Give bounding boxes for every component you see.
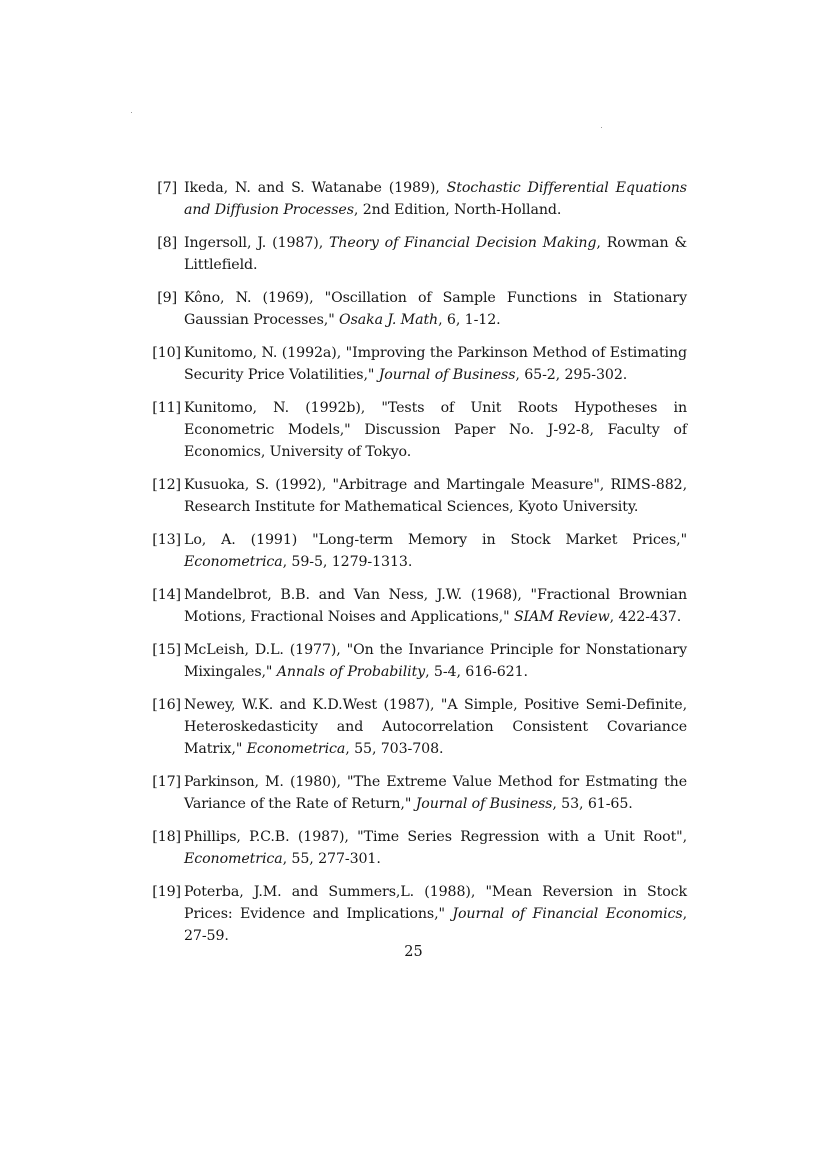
scan-speck <box>601 127 602 128</box>
reference-number: [12] <box>152 477 181 493</box>
reference-details: , 53, 61-65. <box>552 796 633 812</box>
reference-number: [9] <box>157 290 177 306</box>
reference-details: , 2nd Edition, North-Holland. <box>353 202 562 218</box>
scan-speck <box>131 112 132 113</box>
reference-item <box>147 694 687 760</box>
reference-number: [14] <box>152 587 181 603</box>
reference-number: [18] <box>152 829 181 845</box>
reference-text: Newey, W.K. and K.D.West (1987), "A Simple, Positive Semi-Definite, Heteroskedasticity and Autocorrelation Consistent Covariance Matrix," <box>184 697 687 757</box>
reference-item <box>147 881 687 947</box>
reference-item <box>147 397 687 463</box>
reference-title: Econometrica <box>184 851 283 867</box>
reference-number: [15] <box>152 642 181 658</box>
reference-title: Journal of Business <box>415 796 553 812</box>
reference-number: [13] <box>152 532 181 548</box>
reference-item <box>147 826 687 870</box>
reference-title: Osaka J. Math <box>339 312 439 328</box>
page-number: 25 <box>404 944 423 960</box>
reference-number: [11] <box>152 400 181 416</box>
reference-title: Journal of Business <box>378 367 516 383</box>
reference-details: , 422-437. <box>609 609 682 625</box>
reference-title: SIAM Review <box>513 609 610 625</box>
reference-number: [8] <box>157 235 177 251</box>
reference-details: , 65-2, 295-302. <box>515 367 628 383</box>
reference-item <box>147 771 687 815</box>
reference-number: [19] <box>152 884 181 900</box>
reference-item <box>147 287 687 331</box>
reference-text: Kunitomo, N. (1992a), "Improving the Parkinson Method of Estimating Security Price Volatilities," <box>184 345 687 383</box>
reference-text: Parkinson, M. (1980), "The Extreme Value Method for Estmating the Variance of the Rate of Return," <box>184 774 687 812</box>
reference-item <box>147 177 687 221</box>
reference-list <box>147 177 687 958</box>
reference-details: , 27-59. <box>184 906 687 944</box>
reference-number: [10] <box>152 345 181 361</box>
reference-item <box>147 232 687 276</box>
reference-number: [16] <box>152 697 181 713</box>
reference-text: Ikeda, N. and S. Watanabe (1989), <box>184 180 447 196</box>
reference-details: , 5-4, 616-621. <box>425 664 528 680</box>
reference-title: Annals of Probability <box>276 664 426 680</box>
reference-title: Stochastic Differential Equations and Diffusion Processes <box>184 180 687 218</box>
reference-title: Econometrica <box>184 554 283 570</box>
reference-details: , 55, 703-708. <box>345 741 444 757</box>
reference-item <box>147 474 687 518</box>
reference-text: McLeish, D.L. (1977), "On the Invariance Principle for Nonstationary Mixingales," <box>184 642 687 680</box>
reference-title: Theory of Financial Decision Making <box>329 235 597 251</box>
reference-text: Ingersoll, J. (1987), <box>184 235 330 251</box>
reference-text: Kôno, N. (1969), "Oscillation of Sample Functions in Stationary Gaussian Processes," <box>184 290 687 328</box>
reference-text: Phillips, P.C.B. (1987), "Time Series Regression with a Unit Root", <box>184 829 687 845</box>
reference-item <box>147 529 687 573</box>
reference-text: Poterba, J.M. and Summers,L. (1988), "Mean Reversion in Stock Prices: Evidence and Implications," <box>184 884 687 922</box>
reference-title: Econometrica <box>246 741 346 757</box>
reference-details: , 59-5, 1279-1313. <box>282 554 413 570</box>
reference-details: , Rowman & Littlefield. <box>184 235 687 273</box>
reference-title: Journal of Financial Economics <box>452 906 683 922</box>
reference-details: , 55, 277-301. <box>282 851 381 867</box>
reference-details: , 6, 1-12. <box>438 312 501 328</box>
reference-item <box>147 342 687 386</box>
reference-text: Kunitomo, N. (1992b), "Tests of Unit Roots Hypotheses in Econometric Models," Discussion Paper No. J-92-8, Faculty of Economics, University of Tokyo. <box>184 400 687 460</box>
reference-text: Lo, A. (1991) "Long-term Memory in Stock Market Prices," <box>184 532 687 548</box>
reference-number: [7] <box>157 180 177 196</box>
reference-text: Kusuoka, S. (1992), "Arbitrage and Martingale Measure", RIMS-882, Research Institute for Mathematical Sciences, Kyoto University. <box>184 477 687 515</box>
reference-item <box>147 639 687 683</box>
reference-number: [17] <box>152 774 181 790</box>
reference-text: Mandelbrot, B.B. and Van Ness, J.W. (1968), "Fractional Brownian Motions, Fractional Noises and Applications," <box>184 587 687 625</box>
reference-item <box>147 584 687 628</box>
